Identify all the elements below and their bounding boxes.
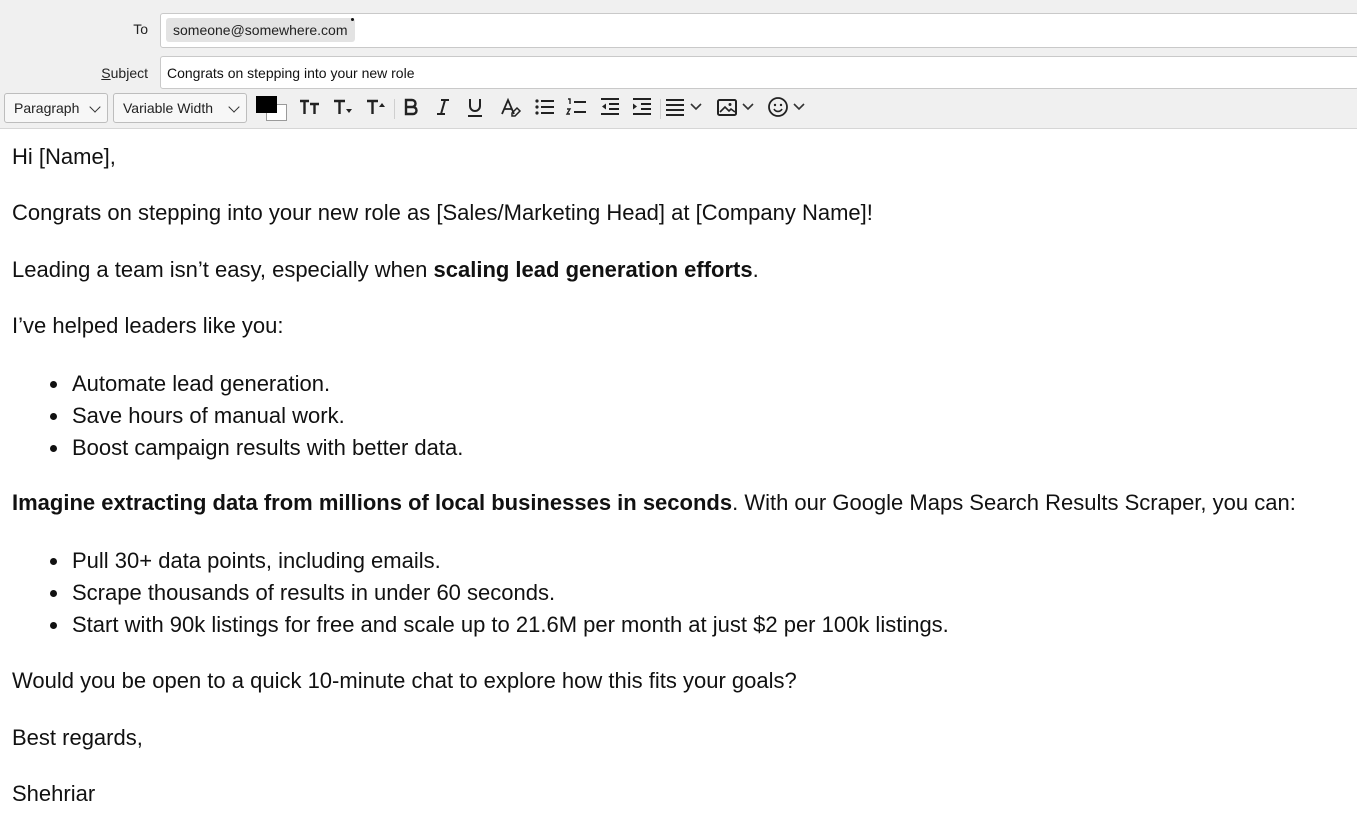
- to-label: To: [133, 21, 148, 37]
- paragraph-format-value: Paragraph: [14, 100, 80, 116]
- subject-field[interactable]: [160, 56, 1357, 89]
- bullet-list-1: [50, 368, 463, 464]
- toolbar-separator: [660, 99, 661, 119]
- emoji-icon[interactable]: [766, 95, 810, 123]
- subject-accesskey: S: [101, 65, 111, 81]
- recipient-status-dot: [351, 18, 354, 21]
- list-item: Scrape thousands of results in under 60 seconds.: [50, 577, 949, 609]
- body-line-1: Congrats on stepping into your new role as [Sales/Marketing Head] at [Company Name]!: [12, 200, 873, 225]
- list-item: Automate lead generation.: [50, 368, 463, 400]
- body-line-5: Would you be open to a quick 10-minute chat to explore how this fits your goals?: [12, 668, 797, 693]
- list-item: Start with 90k listings for free and scale up to 21.6M per month at just $2 per 100k listings.: [50, 609, 949, 641]
- body-line-3: I’ve helped leaders like you:: [12, 313, 284, 338]
- italic-icon[interactable]: [429, 95, 457, 123]
- insert-image-icon[interactable]: [715, 95, 759, 123]
- subject-label: [0, 65, 148, 81]
- remove-formatting-icon[interactable]: [496, 95, 524, 123]
- body-line-4-post: . With our Google Maps Search Results Scraper, you can:: [732, 490, 1296, 515]
- body-line-2: [12, 257, 759, 283]
- numbered-list-icon[interactable]: [563, 95, 591, 123]
- greeting: Hi [Name],: [12, 144, 116, 169]
- body-line-4: [12, 490, 1296, 516]
- bold-icon[interactable]: [397, 95, 425, 123]
- decrease-text-size-icon[interactable]: [329, 95, 357, 123]
- compose-header: [0, 0, 1357, 129]
- text-size-icon[interactable]: [296, 95, 324, 123]
- message-body[interactable]: [0, 129, 1357, 835]
- to-field[interactable]: [160, 13, 1357, 48]
- text-color-swatch[interactable]: [256, 96, 277, 113]
- subject-input[interactable]: [167, 65, 1267, 81]
- font-width-value: Variable Width: [123, 100, 214, 116]
- list-item: Pull 30+ data points, including emails.: [50, 545, 949, 577]
- body-line-2-bold: scaling lead generation efforts: [433, 257, 753, 282]
- bullet-list-2: [50, 545, 949, 641]
- bulleted-list-icon[interactable]: [531, 95, 559, 123]
- toolbar-separator: [394, 99, 395, 119]
- underline-icon[interactable]: [461, 95, 489, 123]
- list-item: Save hours of manual work.: [50, 400, 463, 432]
- chevron-down-icon: [89, 101, 100, 112]
- body-line-4-bold: Imagine extracting data from millions of local businesses in seconds: [12, 490, 733, 515]
- align-icon[interactable]: [663, 95, 707, 123]
- format-toolbar: [0, 93, 1357, 125]
- recipient-address: someone@somewhere.com: [173, 22, 348, 38]
- body-line-2-pre: Leading a team isn’t easy, especially when: [12, 257, 434, 282]
- signature: Shehriar: [12, 781, 96, 806]
- list-item: Boost campaign results with better data.: [50, 432, 463, 464]
- body-line-2-post: .: [752, 257, 759, 282]
- indent-icon[interactable]: [628, 95, 656, 123]
- paragraph-format-dropdown[interactable]: [4, 93, 108, 123]
- subject-label-rest: ubject: [110, 65, 148, 81]
- recipient-pill[interactable]: [166, 18, 355, 42]
- closing: Best regards,: [12, 725, 143, 750]
- outdent-icon[interactable]: [596, 95, 624, 123]
- chevron-down-icon: [228, 101, 239, 112]
- font-width-dropdown[interactable]: [113, 93, 247, 123]
- increase-text-size-icon[interactable]: [362, 95, 390, 123]
